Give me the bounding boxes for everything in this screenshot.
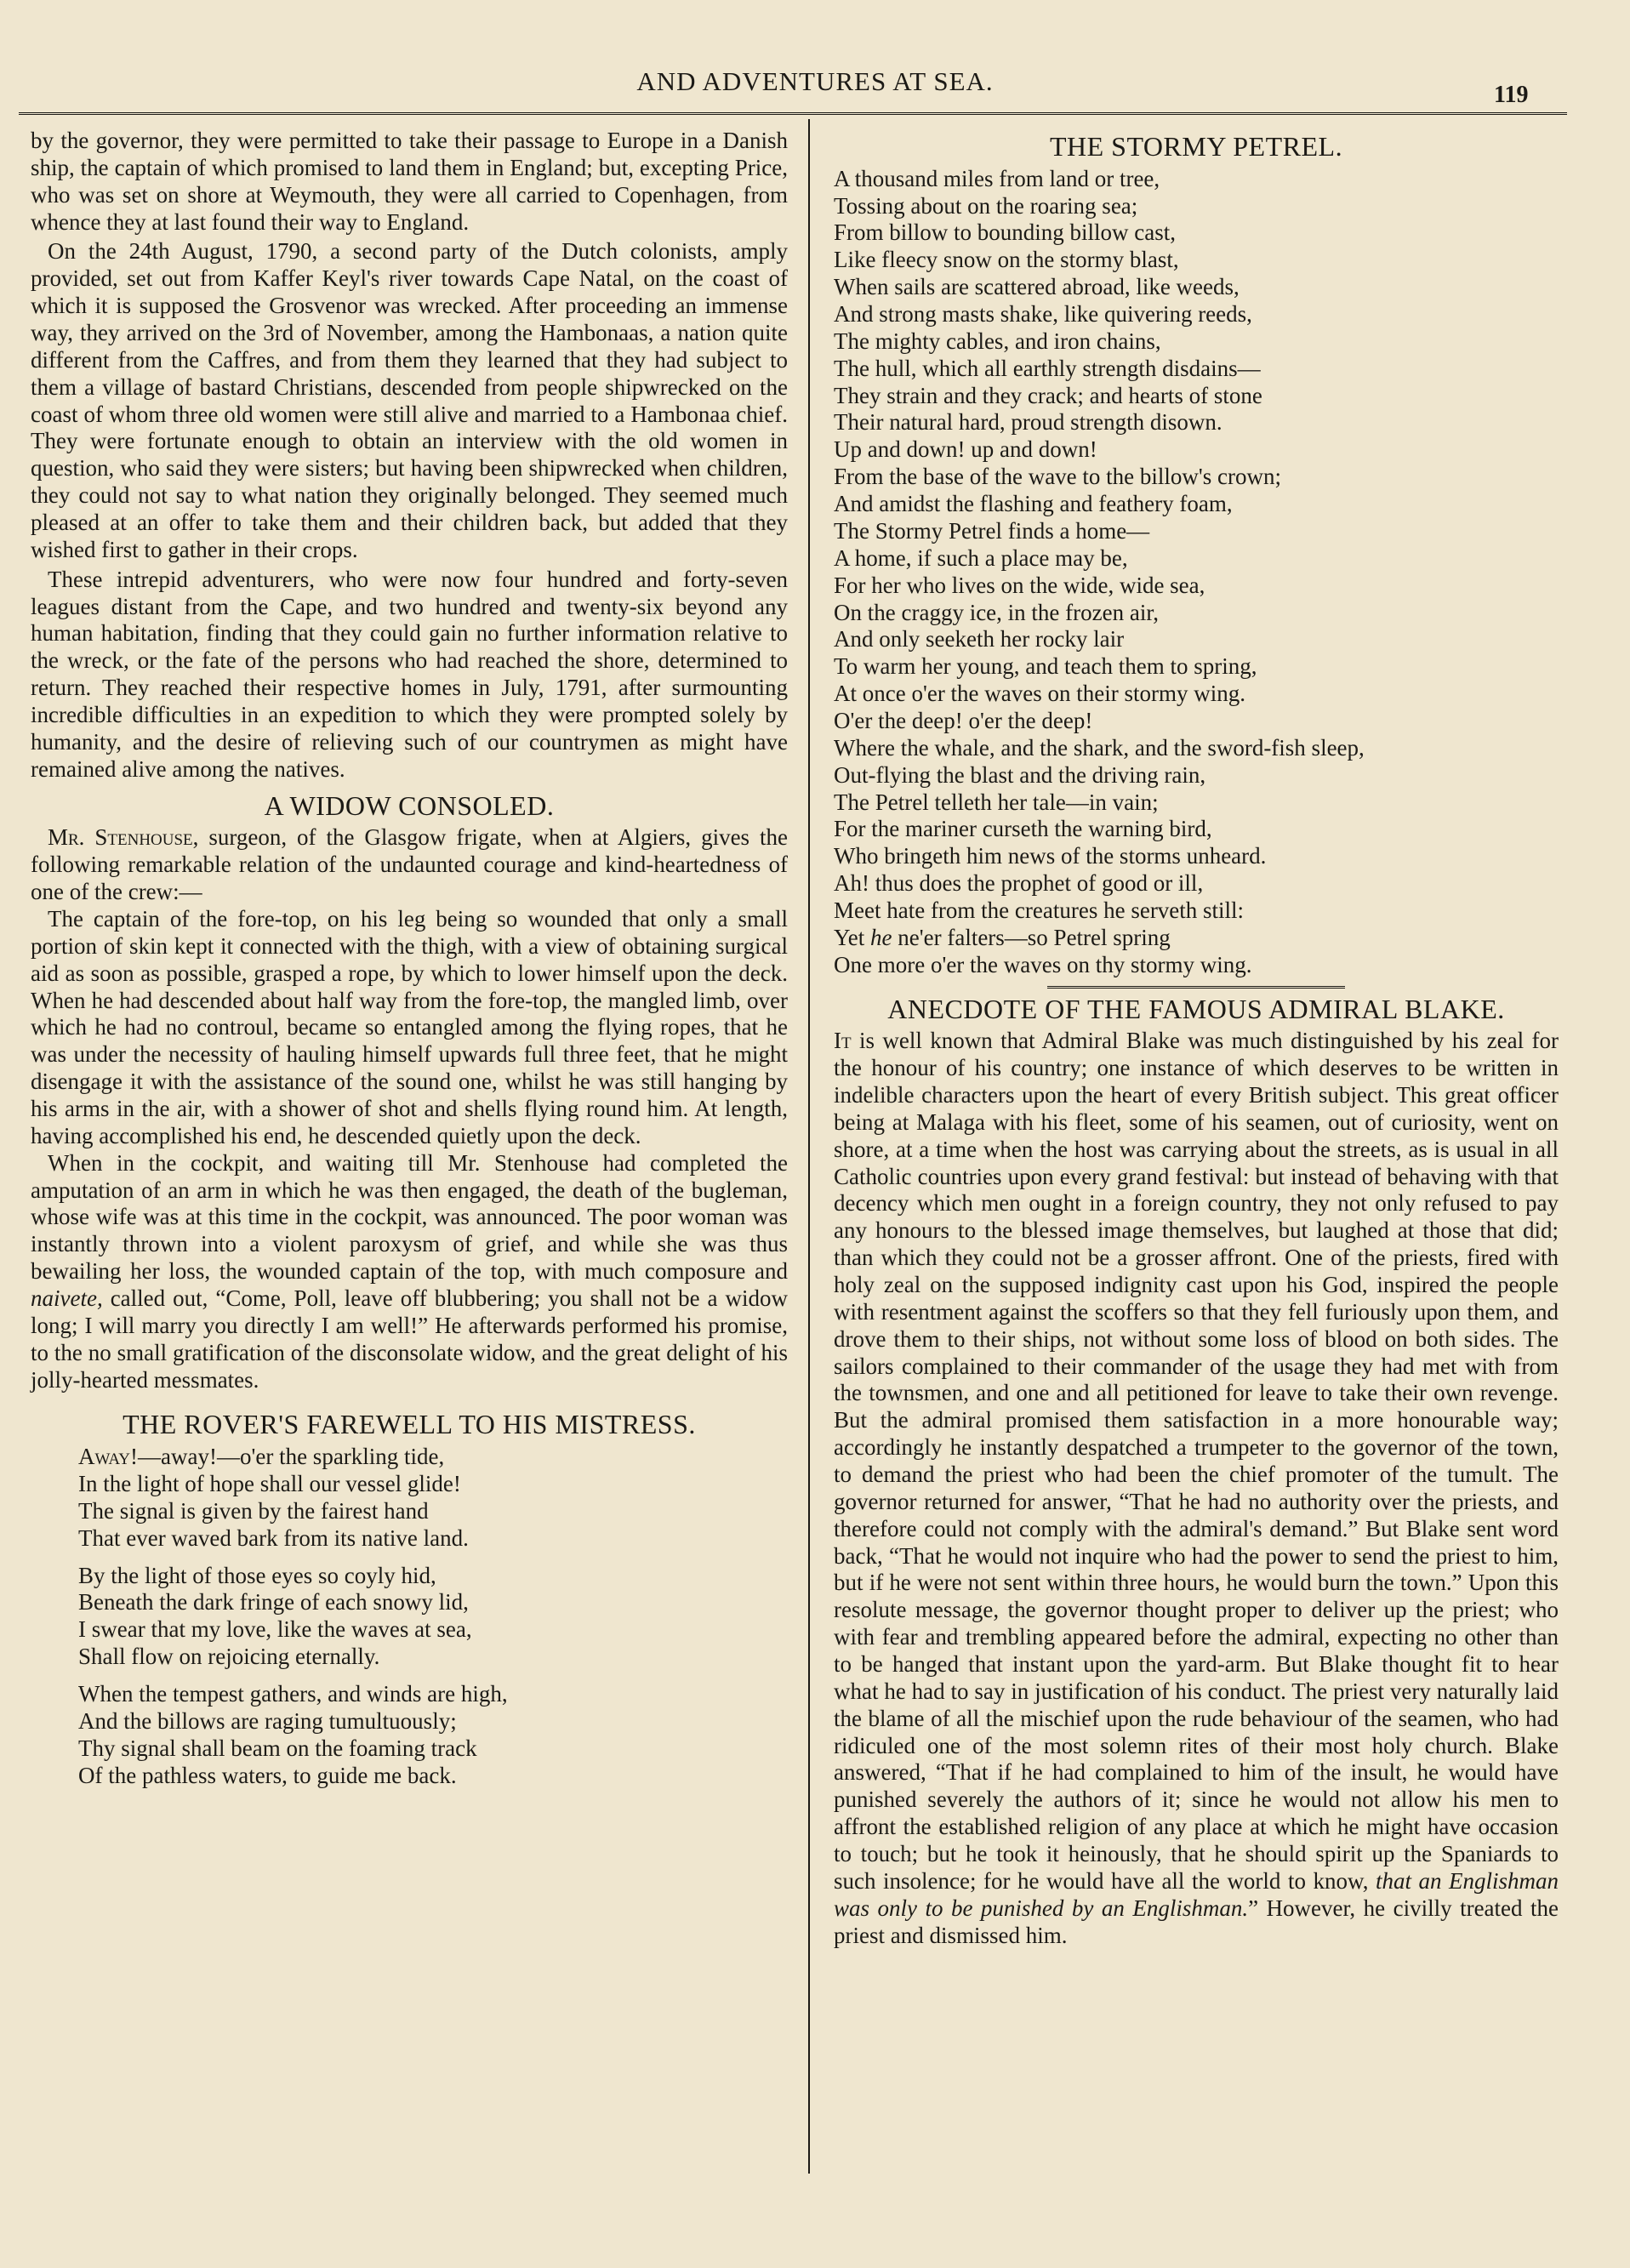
petrel-line: At once o'er the waves on their stormy wing.	[834, 681, 1245, 707]
rover-line: I swear that my love, like the waves at sea,	[78, 1616, 472, 1643]
petrel-line: And strong masts shake, like quivering reeds,	[834, 301, 1252, 328]
petrel-line: For the mariner curseth the warning bird,	[834, 816, 1212, 842]
rover-line: Beneath the dark fringe of each snowy lid,	[78, 1589, 469, 1616]
rover-line: The signal is given by the fairest hand	[78, 1497, 429, 1524]
widow-paragraph-3-italic: naivete,	[31, 1285, 103, 1311]
petrel-line: The Petrel telleth her tale—in vain;	[834, 789, 1159, 815]
petrel-line: To warm her young, and teach them to spring,	[834, 653, 1257, 680]
petrel-line: When sails are scattered abroad, like weeds,	[834, 274, 1240, 300]
rover-line: Shall flow on rejoicing eternally.	[78, 1644, 380, 1670]
petrel-line: Ah! thus does the prophet of good or ill,	[834, 870, 1204, 897]
petrel-line: Tossing about on the roaring sea;	[834, 192, 1138, 219]
petrel-title: THE STORMY PETREL.	[1049, 131, 1343, 162]
petrel-line: Their natural hard, proud strength disown.	[834, 409, 1222, 436]
blake-title-rule	[1047, 986, 1345, 989]
blake-text-b: ” However, he civilly treated the priest and dismissed him.	[834, 1895, 1559, 1948]
petrel-line: The hull, which all earthly strength disdains—	[834, 355, 1261, 381]
petrel-line: Meet hate from the creatures he serveth still:	[834, 897, 1245, 923]
widow-lead-name: Mr. Stenhouse,	[48, 824, 199, 851]
rover-line-1	[78, 1444, 788, 1471]
rover-line: And the billows are raging tumultuously;	[78, 1707, 457, 1734]
right-column	[834, 128, 1559, 1950]
column-divider	[808, 119, 810, 2174]
petrel-line: Up and down! up and down!	[834, 436, 1097, 463]
petrel-line: And amidst the flashing and feathery foam,	[834, 491, 1233, 517]
petrel-line: And only seeketh her rocky lair	[834, 626, 1125, 652]
petrel-line: Who bringeth him news of the storms unheard.	[834, 843, 1267, 869]
petrel-line: A home, if such a place may be,	[834, 544, 1128, 571]
grosvenor-paragraph-1: by the governor, they were permitted to take their passage to Europe in a Danish ship, the captain of which promised to land them in England; but, excepting Price, who was set on shore at Weymouth, they were all carried to Copenhagen, from whence they at last found their way to England.	[31, 128, 788, 235]
petrel-line: From billow to bounding billow cast,	[834, 219, 1176, 246]
blake-paragraph	[834, 1028, 1559, 1949]
widow-paragraph-1	[31, 824, 788, 906]
blake-title: ANECDOTE OF THE FAMOUS ADMIRAL BLAKE.	[887, 993, 1505, 1024]
petrel-line: The mighty cables, and iron chains,	[834, 328, 1161, 354]
grosvenor-paragraph-2: On the 24th August, 1790, a second party of the Dutch colonists, amply provided, set out from Kaffer Keyl's river towards Cape Natal, on the coast of which it is supposed the Grosvenor was wrecked. After proceeding an immense way, they arrived on the 3rd of November, among the Hambonaas, a nation quite different from the Caffres, and from them they learned that they had subject to them a village of bastard Christians, descended from people shipwrecked on the coast of whom three old women were still alive and married to a Hambonaa chief. They were fortunate enough to obtain an interview with the old women in question, who said they were sisters; but having been shipwrecked when children, they could not say to what nation they originally belonged. They seemed much pleased at an offer to take them and their children back, but added that they wished first to gather in their crops.	[31, 238, 788, 562]
widow-paragraph-1-text: surgeon, of the Glasgow frigate, when at Algiers, gives the following remarkable relation of the undaunted courage and kind-heartedness of one of the crew:—	[31, 824, 789, 905]
rover-line: That ever waved bark from its native land.	[78, 1524, 469, 1551]
blake-text-a: is well known that Admiral Blake was much distinguished by his zeal for the honour of his country; one instance of which deserves to be written in indelible characters upon the heart of every British subject. This great officer being at Malaga with his fleet, some of his seamen, out of curiosity, went on shore, at a time when the host was carrying about the streets, as is usual in all Catholic countries upon every grand festival: but instead of behaving with that decency which men ought in a foreign country, they not only refused to pay any honours to the blessed image themselves, but laughed at those that did; than which they could not be a grosser affront. One of the priests, fired with holy zeal on the supposed indignity cast upon his God, inspired the people with resentment against the scoffers so that they fell furiously upon them, and drove them to their ships, not without some loss of blood on both sides. The sailors complained to their commander of the usage they had met with from the townsmen, and one and all petitioned for leave to take their own revenge. But the admiral promised them satisfaction in a more honourable way; accordingly he instantly despatched a trumpeter to the governor of the town, to demand the priest who had been the chief promoter of the tumult. The governor returned for answer, “That he had no authority over the priests, and therefore could not comply with the admiral's demand.” But Blake sent word back, “That he would not inquire who had the power to send the priest to him, but if he were not sent within three hours, he would burn the town.” Upon this resolute message, the governor thought proper to deliver up the priest; who with fear and trembling appeared before the admiral, expecting no other than to be hanged that instant upon the yard-arm. But Blake thought fit to hear what he had to say in justification of his conduct. The priest very naturally laid the blame of all the mischief upon the rude behaviour of the seamen, who had ridiculed one of the most solemn rites of their most holy church. Blake answered, “That if he had complained to him of the insult, he would have punished severely the authors of it; since he would not allow his men to affront the established religion of any place at which he might have occasion to touch; but he took it heinously, that he should spirit up the Spaniards to such insolence; for he would have all the world to know,	[834, 1028, 1559, 1894]
blake-text-italic: that an Englishman was only to be punished by an Englishman.	[834, 1867, 1559, 1921]
petrel-yet-line	[834, 925, 1559, 952]
header-rule	[19, 112, 1567, 115]
petrel-line: On the craggy ice, in the frozen air,	[834, 599, 1159, 625]
rover-line: In the light of hope shall our vessel glide!	[78, 1471, 461, 1497]
petrel-line: They strain and they crack; and hearts of stone	[834, 382, 1262, 408]
widow-paragraph-3-b: called out, “Come, Poll, leave off blubbering; you shall not be a widow long; I will marry you directly I am well!” He afterwards performed his promise, to the no small gratification of the disconsolate widow, and the great delight of his jolly-hearted messmates.	[31, 1285, 788, 1393]
petrel-line: The Stormy Petrel finds a home—	[834, 517, 1150, 544]
widow-paragraph-3-a: When in the cockpit, and waiting till Mr. Stenhouse had completed the amputation of an arm in which he was then engaged, the death of the bugleman, whose wife was at this time in the cockpit, was announced. The poor woman was instantly thrown into a violent paroxysm of grief, and while she was thus bewailing her loss, the wounded captain of the top, with much composure and	[31, 1149, 788, 1285]
rover-line: Of the pathless waters, to guide me back.	[78, 1762, 457, 1788]
petrel-line: A thousand miles from land or tree,	[834, 165, 1160, 191]
left-column	[31, 128, 788, 1789]
widow-paragraph-3	[31, 1150, 788, 1394]
rover-first-word: Away	[78, 1444, 131, 1470]
petrel-last-line: One more o'er the waves on thy stormy wing.	[834, 951, 1252, 977]
petrel-line: For her who lives on the wide, wide sea,	[834, 572, 1205, 598]
petrel-line: From the base of the wave to the billow's crown;	[834, 464, 1281, 490]
petrel-yet-italic: he	[870, 924, 892, 950]
rover-title: THE ROVER'S FAREWELL TO HIS MISTRESS.	[123, 1409, 696, 1440]
petrel-yet-b: ne'er falters—so Petrel spring	[892, 924, 1171, 950]
grosvenor-paragraph-3: These intrepid adventurers, who were now four hundred and forty-seven leagues distant from the Cape, and two hundred and twenty-six beyond any human habitation, finding that they could gain no further information relative to the wreck, or the fate of the persons who had reached the shore, determined to return. They reached their respective homes in July, 1791, after surmounting incredible difficulties in an expedition to which they were prompted solely by humanity, and the desire of relieving such of our countrymen as might have remained alive among the natives.	[31, 566, 788, 782]
rover-poem	[31, 1444, 788, 1789]
petrel-line: Out-flying the blast and the driving rain,	[834, 761, 1206, 788]
stanza-break	[78, 1553, 788, 1563]
petrel-yet-a: Yet	[834, 924, 871, 950]
widow-title: A WIDOW CONSOLED.	[264, 789, 555, 821]
rover-line: When the tempest gathers, and winds are high,	[78, 1681, 508, 1707]
page-number: 119	[1494, 82, 1529, 108]
petrel-line: Where the whale, and the shark, and the sword-fish sleep,	[834, 734, 1365, 761]
rover-first-line-rest: !—away!—o'er the sparkling tide,	[130, 1444, 445, 1470]
petrel-line: O'er the deep! o'er the deep!	[834, 707, 1093, 733]
petrel-poem	[834, 166, 1559, 979]
blake-lead: It	[834, 1028, 852, 1054]
petrel-line: Like fleecy snow on the stormy blast,	[834, 247, 1179, 273]
stanza-break	[78, 1671, 788, 1681]
rover-line: Thy signal shall beam on the foaming track	[78, 1735, 477, 1761]
rover-line: By the light of those eyes so coyly hid,	[78, 1562, 436, 1588]
widow-paragraph-2: The captain of the fore-top, on his leg being so wounded that only a small portion of skin kept it connected with the thigh, with a view of obtaining surgical aid as soon as possible, grasped a rope, by which to lower himself upon the deck. When he had descended about half way from the fore-top, the mangled limb, over which he had no controul, became so entangled among the flying ropes, that he was under the necessity of hauling himself upwards full three feet, that he might disengage it with the assistance of the sound one, whilst he was still hanging by his arms in the air, with a shower of shot and shells flying round him. At length, having accomplished his end, he descended quietly upon the deck.	[31, 905, 788, 1148]
running-head: AND ADVENTURES AT SEA.	[636, 66, 994, 96]
